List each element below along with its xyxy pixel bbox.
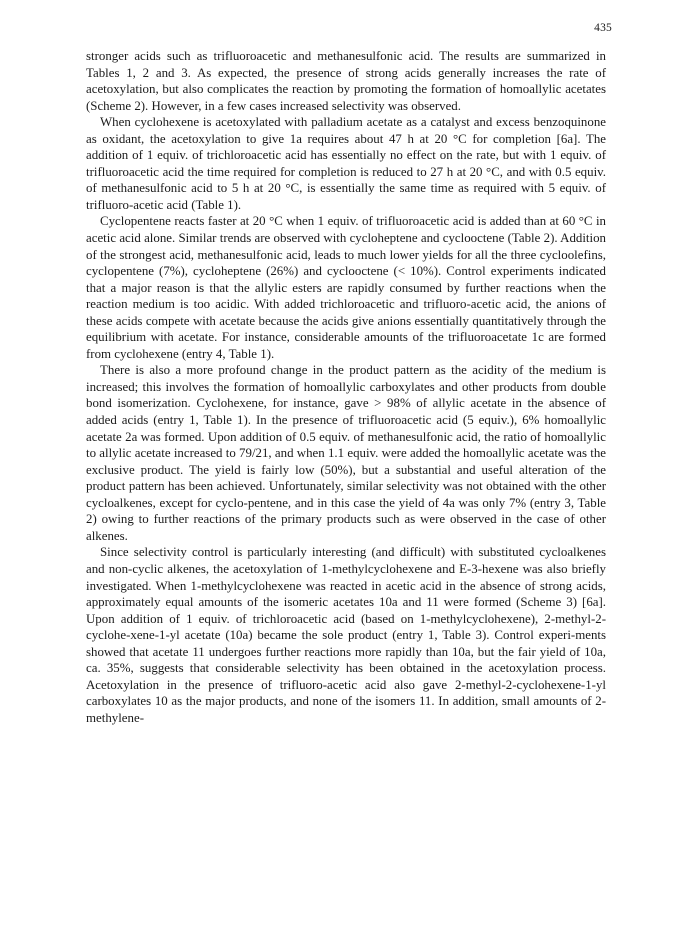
paragraph-1: stronger acids such as trifluoroacetic and methanesulfonic acid. The results are summarized in Tables 1, 2 and 3. As expected, the presence of strong acids generally increases the rate of acetoxylation, but also complicates the reaction by promoting the formation of homoallylic acetates (Scheme 2). However, in a few cases increased selectivity was observed. xyxy=(86,49,606,113)
page-number: 435 xyxy=(594,22,612,34)
paragraph-2: When cyclohexene is acetoxylated with palladium acetate as a catalyst and excess benzoquinone as oxidant, the acetoxylation to give 1a requires about 47 h at 20 °C for completion [6a]. The addition of 1 equiv. of trichloroacetic acid has essentially no effect on the rate, but with 1 equiv. of trifluoroacetic acid the time required for completion is reduced to 27 h at 20 °C, and with 0.5 equiv. of methanesulfonic acid to 5 h at 20 °C, is essentially the same time as required with 5 equiv. of trifluoro-acetic acid (Table 1). xyxy=(86,115,606,212)
paragraph-5: Since selectivity control is particularly interesting (and difficult) with substituted cycloalkenes and non-cyclic alkenes, the acetoxylation of 1-methylcyclohexene and E-3-hexene was also briefly investigated. When 1-methylcyclohexene was reacted in acetic acid in the absence of strong acids, approximately equal amounts of the isomeric acetates 10a and 11 were formed (Scheme 3) [6a]. Upon addition of 1 equiv. of trichloroacetic acid (based on 1-methylcyclohexene), 2-methyl-2-cyclohe-xene-1-yl acetate (10a) became the sole product (entry 1, Table 3). Control experi-ments showed that acetate 11 undergoes further reactions more rapidly than 10a, but the fair yield of 10a, ca. 35%, suggests that considerable selectivity has been obtained in the acetoxylation process. Acetoxylation in the presence of trifluoro-acetic acid also gave 2-methyl-2-cyclohexene-1-yl carboxylates 10 as the major products, and none of the isomers 11. In addition, small amounts of 2-methylene- xyxy=(86,545,606,725)
paragraph-4: There is also a more profound change in the product pattern as the acidity of the medium is increased; this involves the formation of homoallylic carboxylates and other products from double bond isomerization. Cyclohexene, for instance, gave > 98% of allylic acetate in the absence of added acids (entry 1, Table 1). In the presence of trifluoroacetic acid (5 equiv.), 6% homoallylic acetate 2a was formed. Upon addition of 0.5 equiv. of methanesulfonic acid, the ratio of homoallylic to allylic acetate increased to 79/21, and when 1.1 equiv. were added the homoallylic acetate was the exclusive product. The yield is fairly low (50%), but a substantial and useful alteration of the product pattern has been achieved. Unfortunately, similar selectivity was not obtained with the other cycloalkenes, except for cyclo-pentene, and in this case the yield of 4a was only 7% (entry 3, Table 2) owing to further reactions of the primary products such as were observed in the case of other alkenes. xyxy=(86,363,606,543)
article-body xyxy=(86,48,606,726)
paragraph-3: Cyclopentene reacts faster at 20 °C when 1 equiv. of trifluoroacetic acid is added than at 60 °C in acetic acid alone. Similar trends are observed with cycloheptene and cyclooctene (Table 2). Addition of the strongest acid, methanesulfonic acid, leads to much lower yields for all the three cycloolefins, cyclopentene (7%), cycloheptene (26%) and cyclooctene (< 10%). Control experiments indicated that a major reason is that the allylic esters are rapidly consumed by further reactions when the reaction medium is too acidic. With added trichloroacetic and trifluoro-acetic acid, the anions of these acids compete with acetate because the acids give anions essentially quantitatively through the equilibrium with acetate. For instance, considerable amounts of the trifluoroacetate 1c are formed from cyclohexene (entry 4, Table 1). xyxy=(86,214,606,361)
